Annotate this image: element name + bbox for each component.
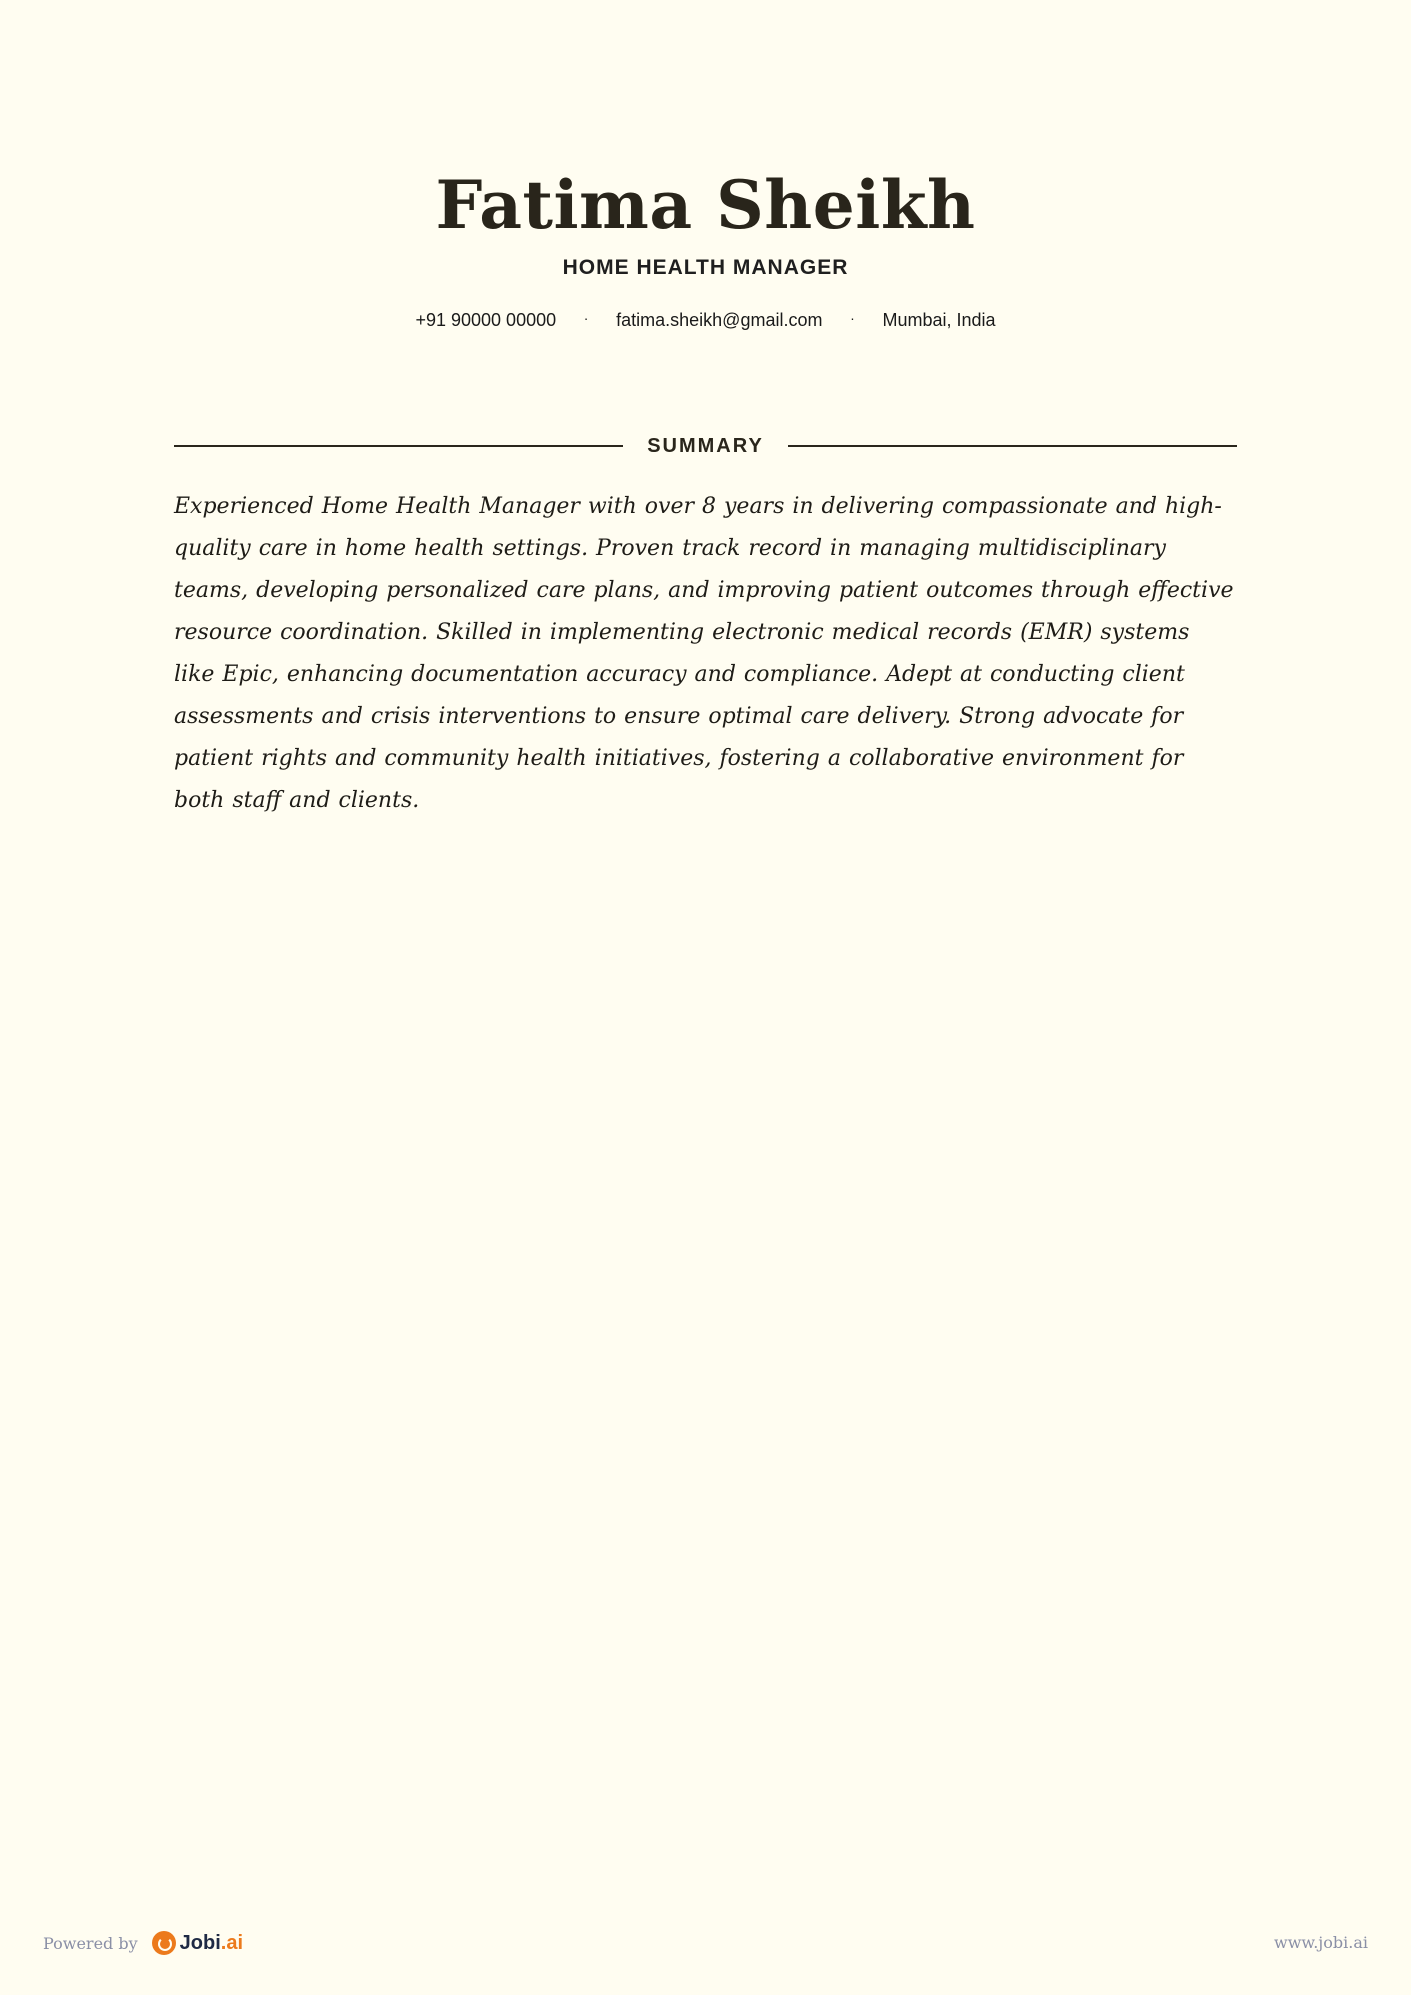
contact-separator: · xyxy=(583,309,589,326)
jobi-logo-text[interactable] xyxy=(180,1932,243,1955)
heading-rule-left xyxy=(174,445,623,447)
contact-email: fatima.sheikh@gmail.com xyxy=(616,310,823,330)
powered-by xyxy=(43,1926,243,1960)
site-link[interactable]: www.jobi.ai xyxy=(1274,1933,1368,1952)
resume-header xyxy=(0,160,1411,331)
jobi-logo-icon xyxy=(152,1931,176,1955)
powered-by-label: Powered by xyxy=(43,1933,138,1953)
section-title: SUMMARY xyxy=(647,434,764,457)
page-footer xyxy=(0,1926,1411,1960)
logo-main: Jobi xyxy=(179,1931,221,1954)
contact-location: Mumbai, India xyxy=(882,310,996,330)
heading-rule-right xyxy=(788,445,1237,447)
logo-accent: .ai xyxy=(220,1931,244,1954)
summary-text: Experienced Home Health Manager with over 8 years in delivering compassionate and high-quality care in home health settings. Proven track record in managing multidisciplinary teams, developing personalized care plans, and improving patient outcomes through effective resource coordination. Skilled in implementing electronic medical records (EMR) systems like Epic, enhancing documentation accuracy and compliance. Adept at conducting client assessments and crisis interventions to ensure optimal care delivery. Strong advocate for patient rights and community health initiatives, fostering a collaborative environment for both staff and clients. xyxy=(174,494,1234,813)
contact-line xyxy=(0,310,1411,331)
contact-phone: +91 90000 00000 xyxy=(415,310,557,330)
candidate-name: Fatima Sheikh xyxy=(435,166,976,244)
candidate-role: HOME HEALTH MANAGER xyxy=(562,256,849,279)
section-heading xyxy=(174,428,1237,464)
summary-section xyxy=(174,428,1237,822)
contact-separator: · xyxy=(850,309,855,326)
